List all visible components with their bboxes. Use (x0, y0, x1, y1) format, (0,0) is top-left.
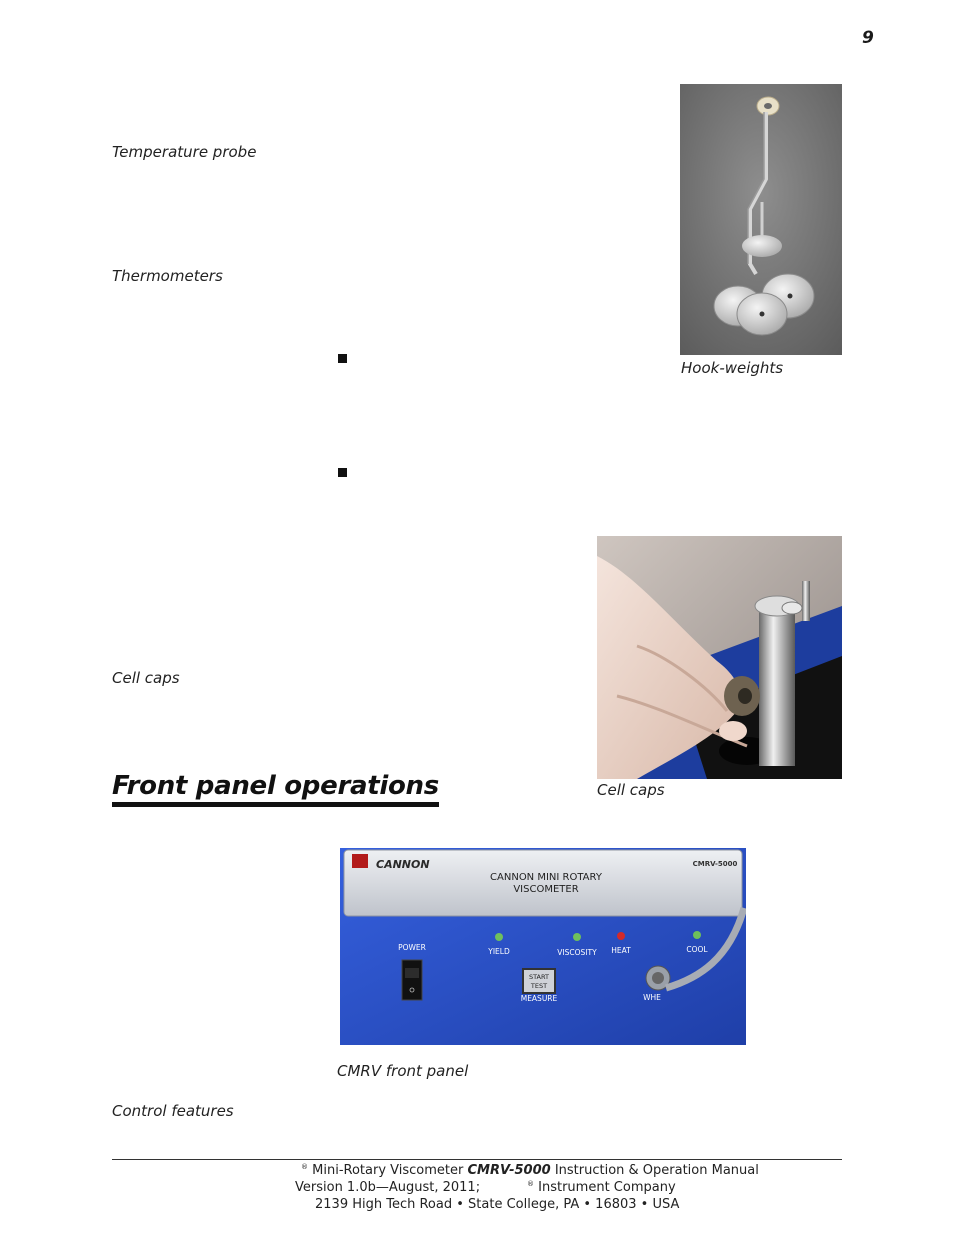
panel-model: CMRV-5000 (692, 860, 738, 868)
panel-measure-label: MEASURE (520, 994, 558, 1003)
cmrv-front-panel-photo (340, 848, 746, 1045)
panel-yield-label: YIELD (488, 947, 510, 956)
panel-start-line2: TEST (530, 982, 548, 990)
caption-cell-caps: Cell caps (112, 669, 180, 687)
bullet-marker (338, 468, 347, 477)
panel-start-line1: START (528, 973, 550, 981)
panel-viscosity-label: VISCOSITY (557, 948, 597, 957)
caption-control-features: Control features (112, 1102, 234, 1120)
panel-cool-label: COOL (686, 945, 708, 954)
caption-hook-weights: Hook-weights (681, 359, 784, 377)
caption-cmrv-front-panel: CMRV front panel (337, 1062, 469, 1080)
footer-product: Mini-Rotary Viscometer (312, 1163, 464, 1178)
panel-wheel-label: WHE (643, 993, 661, 1002)
footer-model: CMRV-5000 (467, 1163, 551, 1178)
registered-mark: ® (301, 1163, 308, 1171)
footer-line-1 (301, 1163, 759, 1178)
footer-version: Version 1.0b—August, 2011; (295, 1180, 481, 1195)
caption-temperature-probe: Temperature probe (112, 143, 257, 161)
caption-thermometers: Thermometers (112, 267, 223, 285)
footer-company-name: Instrument Company (538, 1180, 676, 1195)
cell-caps-photo (597, 536, 842, 779)
caption-cell-caps-photo: Cell caps (597, 781, 665, 799)
bullet-marker (338, 354, 347, 363)
panel-title-line1: CANNON MINI ROTARY (490, 872, 602, 883)
panel-power-label: POWER (398, 943, 426, 952)
panel-title-line2: VISCOMETER (513, 884, 579, 895)
footer-company (527, 1180, 676, 1195)
footer-address: 2139 High Tech Road • State College, PA • 16803 • USA (315, 1197, 680, 1212)
panel-brand: CANNON (376, 858, 430, 871)
panel-heat-label: HEAT (611, 946, 631, 955)
footer-rule (112, 1159, 842, 1160)
page-number: 9 (862, 28, 874, 48)
hook-weights-photo (680, 84, 842, 355)
footer-manual: Instruction & Operation Manual (554, 1163, 759, 1178)
section-heading: Front panel operations (112, 770, 439, 807)
registered-mark: ® (527, 1180, 534, 1188)
